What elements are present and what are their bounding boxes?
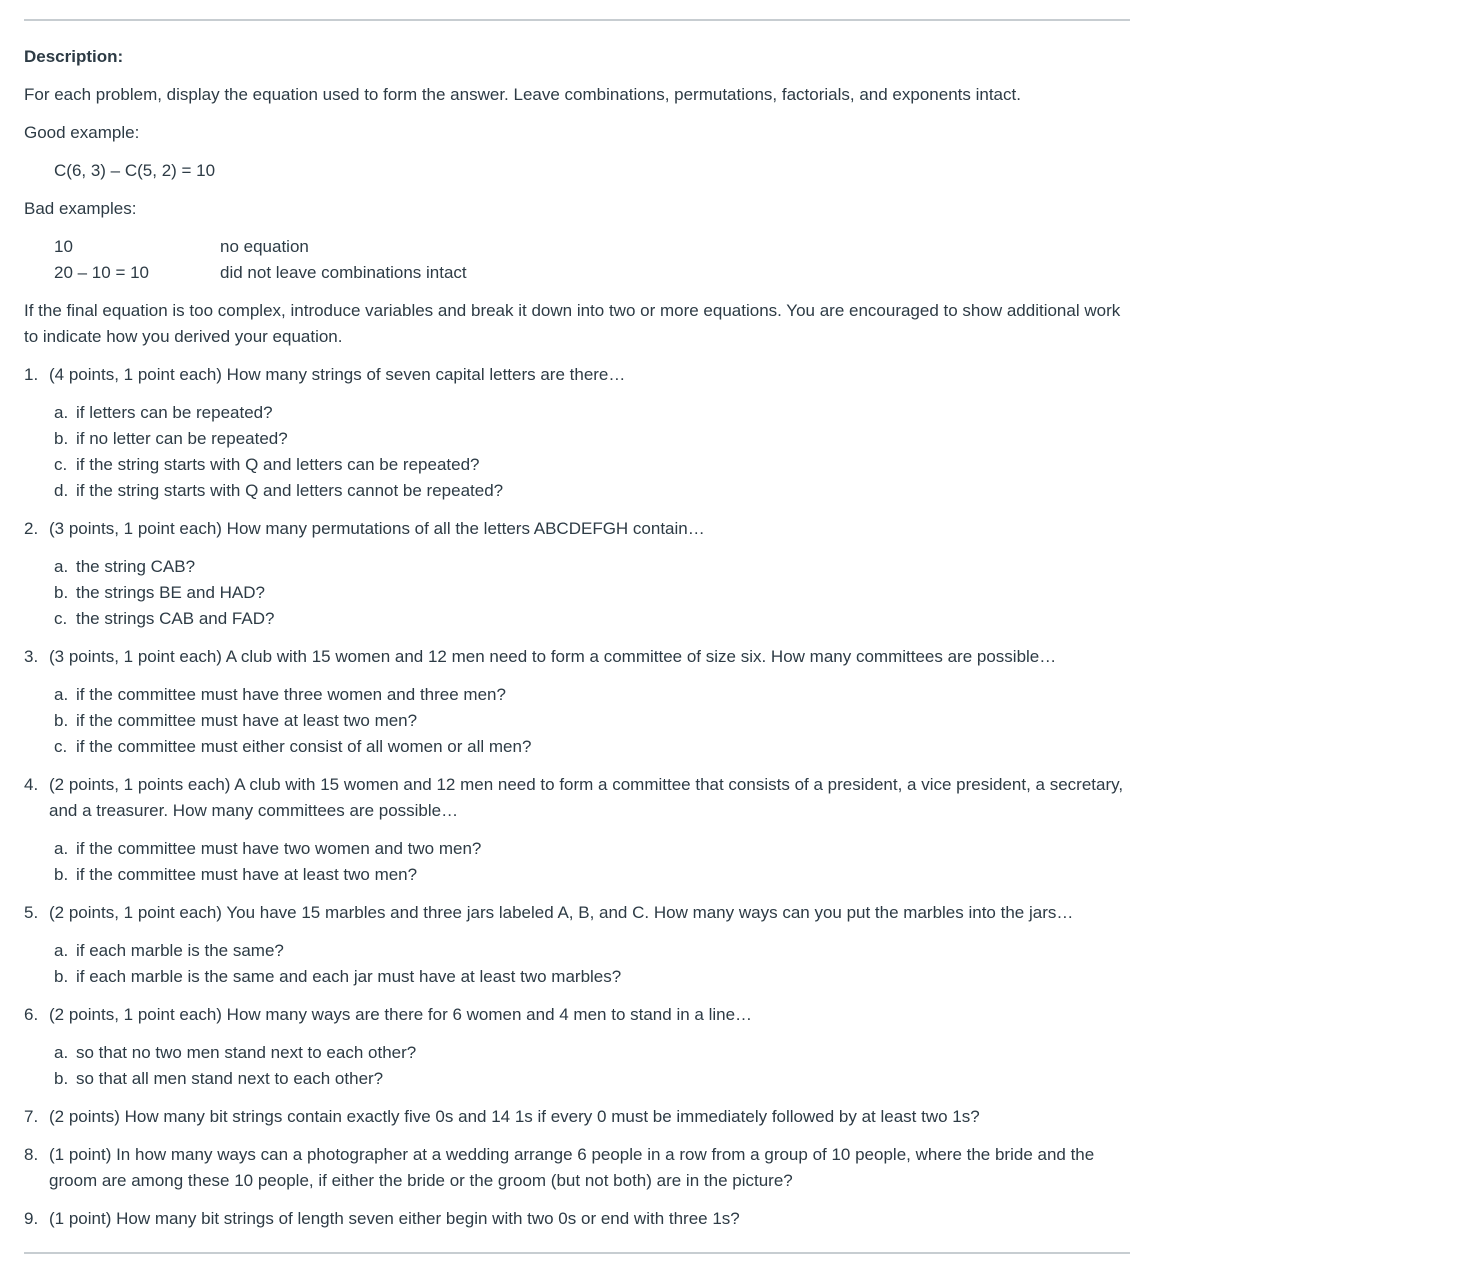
problem-text: (2 points) How many bit strings contain exactly five 0s and 14 1s if every 0 must be immediately followed by at least two 1s?: [49, 1107, 980, 1126]
good-example-label: Good example:: [24, 123, 140, 142]
subquestion-letter: b.: [54, 429, 69, 448]
subquestion-text: if the committee must have three women and three men?: [76, 685, 506, 704]
subquestion-text: the strings BE and HAD?: [76, 583, 265, 602]
problem-body: [49, 1002, 1130, 1092]
subquestion-letter: b.: [54, 711, 69, 730]
problem-item: [24, 1002, 1130, 1092]
subquestion-text: if each marble is the same?: [76, 941, 284, 960]
subquestion-text: if letters can be repeated?: [76, 403, 273, 422]
problem-text: (3 points, 1 point each) How many permutations of all the letters ABCDEFGH contain…: [49, 519, 705, 538]
problem-number: 8.: [24, 1145, 39, 1164]
subquestion-item: [54, 862, 1130, 888]
subquestion-text: so that all men stand next to each other?: [76, 1069, 384, 1088]
problem-text: (2 points, 1 point each) How many ways are there for 6 women and 4 men to stand in a line…: [49, 1005, 753, 1024]
bad-example-row: [54, 260, 467, 286]
problem-body: [49, 1142, 1130, 1194]
problem-text: (3 points, 1 point each) A club with 15 women and 12 men need to form a committee of size six. How many committees are possible…: [49, 647, 1057, 666]
subquestion-text: if the committee must have at least two men?: [76, 865, 418, 884]
problem-number: 9.: [24, 1209, 39, 1228]
problem-item: [24, 644, 1130, 760]
subquestion-item: [54, 452, 1130, 478]
problem-item: [24, 1206, 1130, 1232]
problem-body: [49, 1206, 1130, 1232]
bottom-divider: [24, 1252, 1130, 1254]
intro-text: For each problem, display the equation used to form the answer. Leave combinations, permutations, factorials, and exponents intact.: [24, 85, 1021, 104]
problem-text: (4 points, 1 point each) How many strings of seven capital letters are there…: [49, 365, 626, 384]
subquestion-list: [54, 554, 1130, 632]
subquestion-item: [54, 400, 1130, 426]
subquestion-list: [54, 682, 1130, 760]
subquestion-letter: b.: [54, 967, 69, 986]
subquestion-item: [54, 426, 1130, 452]
problem-item: [24, 362, 1130, 504]
subquestion-text: if the string starts with Q and letters cannot be repeated?: [76, 481, 504, 500]
subquestion-text: the string CAB?: [76, 557, 196, 576]
problem-number: 1.: [24, 365, 39, 384]
subquestion-item: [54, 964, 1130, 990]
subquestion-list: [54, 836, 1130, 888]
subquestion-item: [54, 836, 1130, 862]
subquestion-text: the strings CAB and FAD?: [76, 609, 275, 628]
problem-body: [49, 1104, 1130, 1130]
problem-item: [24, 516, 1130, 632]
subquestion-letter: a.: [54, 557, 69, 576]
subquestion-text: if the committee must have two women and two men?: [76, 839, 482, 858]
subquestion-item: [54, 682, 1130, 708]
subquestion-item: [54, 1066, 1130, 1092]
problem-item: [24, 1104, 1130, 1130]
subquestion-item: [54, 580, 1130, 606]
problem-body: [49, 516, 1130, 632]
bad-example-reason: no equation: [220, 237, 309, 256]
problem-number: 7.: [24, 1107, 39, 1126]
problem-body: [49, 644, 1130, 760]
problem-list: [24, 362, 1130, 1232]
subquestion-item: [54, 606, 1130, 632]
bad-examples-table: [54, 234, 467, 286]
subquestion-text: so that no two men stand next to each other?: [76, 1043, 417, 1062]
subquestion-letter: c.: [54, 609, 68, 628]
subquestion-letter: a.: [54, 839, 69, 858]
problem-item: [24, 900, 1130, 990]
problem-item: [24, 1142, 1130, 1194]
subquestion-text: if no letter can be repeated?: [76, 429, 288, 448]
description-heading: Description:: [24, 47, 124, 66]
subquestion-item: [54, 554, 1130, 580]
problem-number: 5.: [24, 903, 39, 922]
problem-item: [24, 772, 1130, 888]
subquestion-list: [54, 1040, 1130, 1092]
problem-number: 4.: [24, 775, 39, 794]
subquestion-letter: b.: [54, 1069, 69, 1088]
subquestion-letter: a.: [54, 403, 69, 422]
subquestion-item: [54, 938, 1130, 964]
subquestion-text: if the string starts with Q and letters can be repeated?: [76, 455, 480, 474]
problem-body: [49, 362, 1130, 504]
subquestion-letter: a.: [54, 941, 69, 960]
complex-note: If the final equation is too complex, introduce variables and break it down into two or more equations. You are encouraged to show additional work to indicate how you derived your equation.: [24, 301, 1121, 346]
subquestion-item: [54, 1040, 1130, 1066]
problem-text: (1 point) In how many ways can a photographer at a wedding arrange 6 people in a row from a group of 10 people, where the bride and the groom are among these 10 people, if either the bride or the groom (but not both) are in the picture?: [49, 1145, 1095, 1190]
bad-example-row: [54, 234, 467, 260]
problem-text: (2 points, 1 points each) A club with 15 women and 12 men need to form a committee that consists of a president, a vice president, a secretary, and a treasurer. How many committees are possible…: [49, 775, 1124, 820]
subquestion-item: [54, 734, 1130, 760]
subquestion-item: [54, 708, 1130, 734]
subquestion-item: [54, 478, 1130, 504]
bad-examples-label: Bad examples:: [24, 199, 137, 218]
subquestion-letter: a.: [54, 1043, 69, 1062]
top-divider: [24, 19, 1130, 21]
subquestion-letter: d.: [54, 481, 69, 500]
subquestion-text: if the committee must either consist of all women or all men?: [76, 737, 532, 756]
subquestion-letter: b.: [54, 865, 69, 884]
problem-body: [49, 900, 1130, 990]
subquestion-letter: c.: [54, 737, 68, 756]
subquestion-list: [54, 400, 1130, 504]
subquestion-letter: b.: [54, 583, 69, 602]
subquestion-list: [54, 938, 1130, 990]
problem-number: 6.: [24, 1005, 39, 1024]
subquestion-letter: a.: [54, 685, 69, 704]
bad-example-reason: did not leave combinations intact: [220, 263, 467, 282]
problem-text: (2 points, 1 point each) You have 15 marbles and three jars labeled A, B, and C. How many ways can you put the marbles into the jars…: [49, 903, 1074, 922]
problem-number: 2.: [24, 519, 39, 538]
problem-number: 3.: [24, 647, 39, 666]
subquestion-letter: c.: [54, 455, 68, 474]
bad-example-equation: 20 – 10 = 10: [54, 263, 150, 282]
subquestion-text: if the committee must have at least two men?: [76, 711, 418, 730]
problem-body: [49, 772, 1130, 888]
good-example-equation: C(6, 3) – C(5, 2) = 10: [54, 161, 216, 180]
bad-example-equation: 10: [54, 237, 73, 256]
problem-text: (1 point) How many bit strings of length seven either begin with two 0s or end with three 1s?: [49, 1209, 740, 1228]
assignment-content: [24, 0, 1130, 1254]
subquestion-text: if each marble is the same and each jar must have at least two marbles?: [76, 967, 622, 986]
